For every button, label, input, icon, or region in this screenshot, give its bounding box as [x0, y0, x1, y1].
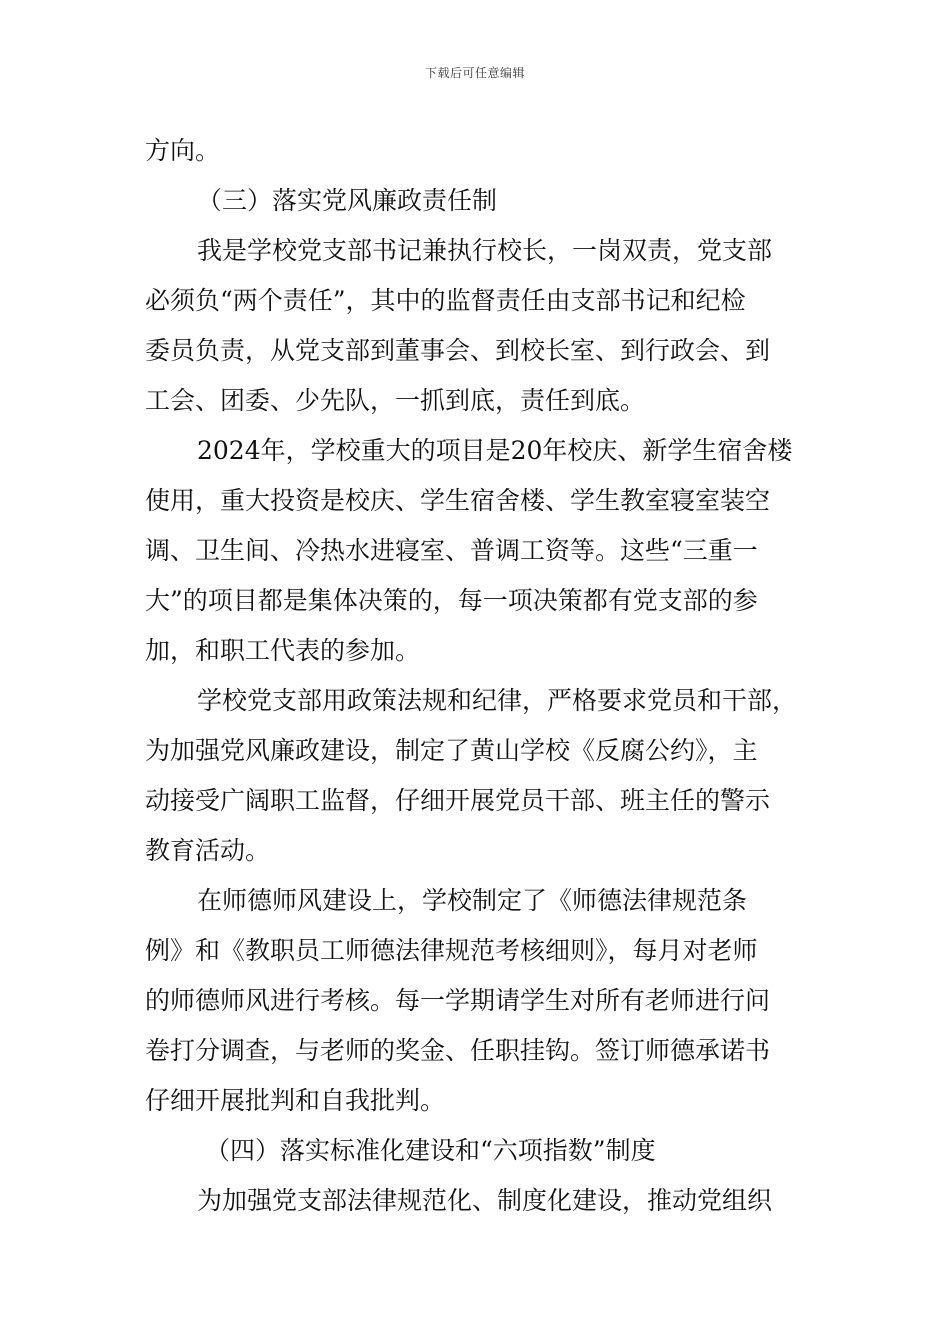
text-line: 委员负责，从党支部到董事会、到校长室、到行政会、到 [145, 336, 771, 365]
section-heading: （四）落实标准化建设和“六项指数”制度 [205, 1136, 656, 1165]
text-line: 教育活动。 [145, 836, 271, 865]
document-body [145, 126, 835, 1226]
text-line: 加，和职工代表的参加。 [145, 636, 421, 665]
text-line: 必须负“两个责任”，其中的监督责任由支部书记和纪检 [145, 286, 746, 315]
section-heading: （三）落实党风廉政责任制 [197, 186, 498, 215]
text-line: 方向。 [145, 136, 221, 165]
header-note: 下载后可任意编辑 [424, 66, 525, 80]
text-line: 动接受广阔职工监督，仔细开展党员干部、班主任的警示 [145, 786, 771, 815]
text-line: 卷打分调查，与老师的奖金、任职挂钩。签订师德承诺书 [145, 1036, 771, 1065]
text-line: 例》和《教职员工师德法律规范考核细则》，每月对老师 [145, 936, 758, 965]
text-line: 大”的项目都是集体决策的，每一项决策都有党支部的参 [145, 586, 758, 615]
paragraph-start: 学校党支部用政策法规和纪律，严格要求党员和干部， [197, 686, 798, 715]
text-line: 工会、团委、少先队，一抓到底，责任到底。 [145, 386, 646, 415]
text-line: 的师德师风进行考核。每一学期请学生对所有老师进行问 [145, 986, 771, 1015]
paragraph-start: 在师德师风建设上，学校制定了《师德法律规范条 [197, 886, 748, 915]
text-line: 使用，重大投资是校庆、学生宿舍楼、学生教室寝室装空 [145, 486, 771, 515]
paragraph-start: 2024年，学校重大的项目是20年校庆、新学生宿舍楼 [197, 436, 793, 465]
paragraph-start: 为加强党支部法律规范化、制度化建设，推动党组织 [197, 1186, 773, 1215]
text-line: 为加强党风廉政建设，制定了黄山学校《反腐公约》，主 [145, 736, 758, 765]
text-line: 调、卫生间、冷热水进寝室、普调工资等。这些“三重一 [145, 536, 758, 565]
text-line: 仔细开展批判和自我批判。 [145, 1086, 446, 1115]
paragraph-start: 我是学校党支部书记兼执行校长，一岗双责，党支部 [197, 236, 773, 265]
